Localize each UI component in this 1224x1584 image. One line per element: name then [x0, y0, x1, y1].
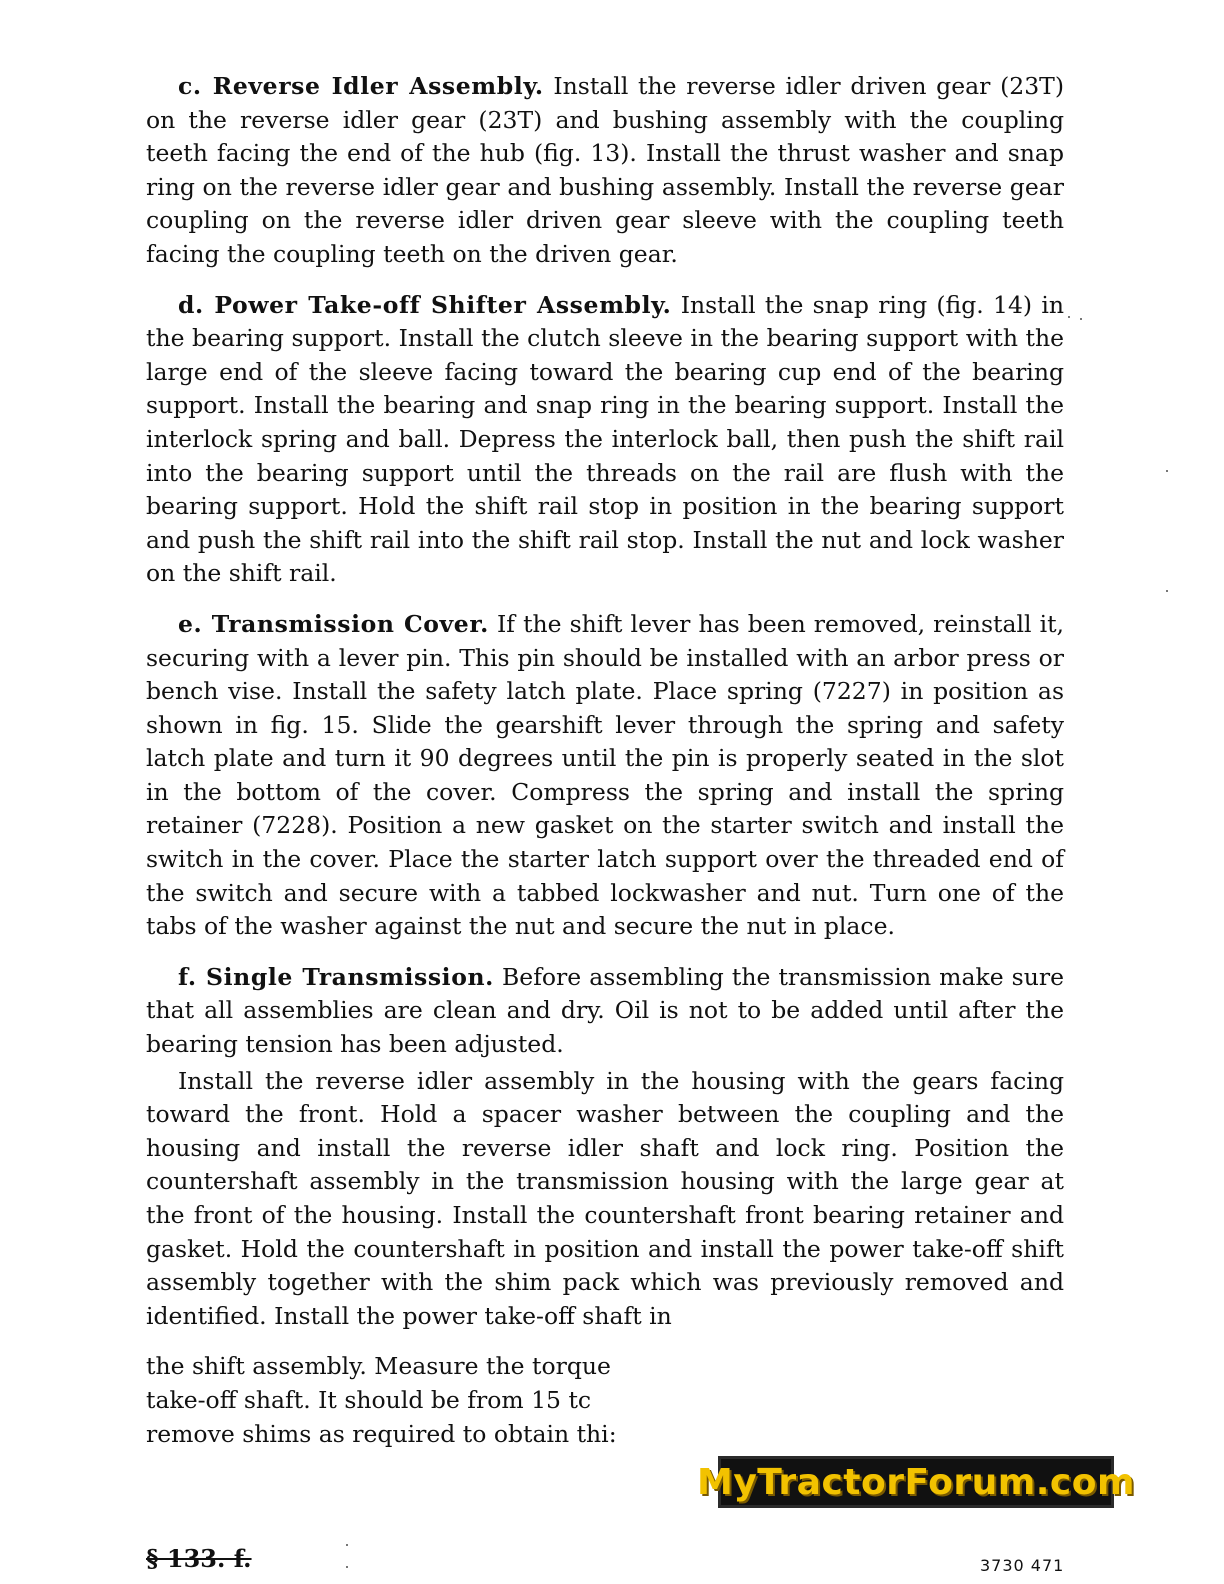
paragraph-text: Before assembling the transmission make sure that all assemblies are clean and dry. Oil is not to be added until after the bearing tension has been adjusted. — [146, 962, 1065, 1059]
paragraph-text: Install the snap ring (fig. 14) in the bearing support. Install the clutch sleeve in the bearing support with the large end of the sleeve facing toward the bearing cup end of the bearing support. Install the bearing and snap ring in the bearing support. Install the interlock spring and ball. Depress the interlock ball, then push the shift rail into the bearing support until the threads on the rail are flush with the bearing support. Hold the shift rail stop in position in the bearing support and push the shift rail into the shift rail stop. Install the nut and lock washer on the shift rail. — [146, 290, 1064, 588]
watermark-logo: MyTractorForum.com — [718, 1456, 1114, 1508]
document-body — [146, 70, 1064, 1451]
scan-speck — [1166, 590, 1168, 592]
paragraph-tail — [146, 1350, 686, 1451]
paragraph-continuation: Install the reverse idler assembly in the housing with the gears facing toward the front. Hold a spacer washer between the coupling and the housing and install the reverse idler shaft and lock ring. Position the countershaft assembly in the transmission housing with the large gear at the front of the housing. Install the countershaft front bearing retainer and gasket. Hold the countershaft in position and install the power take-off shift assembly together with the shim pack which was previously removed and identified. Install the power take-off shaft in — [146, 1066, 1064, 1330]
tail-line: remove shims as required to obtain thi: — [146, 1419, 617, 1448]
paragraph-text: Install the reverse idler driven gear (23T) on the reverse idler gear (23T) and bushing assembly with the coupling teeth facing the end of the hub (fig. 13). Install the thrust washer and snap ring on the reverse idler gear and bushing assembly. Install the reverse gear coupling on the reverse idler driven gear sleeve with the coupling teeth facing the coupling teeth on the driven gear. — [146, 72, 1064, 268]
scan-speck — [346, 1566, 348, 1568]
paragraph-e — [146, 608, 1064, 944]
paragraph-heading: f. Single Transmission. — [178, 962, 494, 991]
section-reference: § 133. f. — [146, 1544, 252, 1573]
paragraph-f — [146, 961, 1064, 1062]
paragraph-text: If the shift lever has been removed, reinstall it, securing with a lever pin. This pin should be installed with an arbor press or bench vise. Install the safety latch plate. Place spring (7227) in position as shown in fig. 15. Slide the gearshift lever through the spring and safety latch plate and turn it 90 degrees until the pin is properly seated in the slot in the bottom of the cover. Compress the spring and install the spring retainer (7228). Position a new gasket on the starter switch and install the switch in the cover. Place the starter latch support over the threaded end of the switch and secure with a tabbed lockwasher and nut. Turn one of the tabs of the washer against the nut and secure the nut in place. — [146, 609, 1064, 941]
page-code: 3730 471 — [980, 1556, 1065, 1575]
scan-speck — [1166, 470, 1168, 472]
paragraph-c — [146, 70, 1064, 272]
paragraph-heading: d. Power Take-off Shifter Assembly. — [178, 290, 672, 319]
scan-speck — [1080, 318, 1082, 320]
scan-speck — [1068, 316, 1070, 318]
paragraph-heading: e. Transmission Cover. — [178, 609, 489, 638]
tail-line: the shift assembly. Measure the torque — [146, 1352, 611, 1381]
paragraph-d — [146, 289, 1064, 591]
paragraph-heading: c. Reverse Idler Assembly. — [178, 72, 544, 100]
tail-line: take-off shaft. It should be from 15 tc — [146, 1385, 592, 1414]
scan-speck — [346, 1544, 348, 1546]
